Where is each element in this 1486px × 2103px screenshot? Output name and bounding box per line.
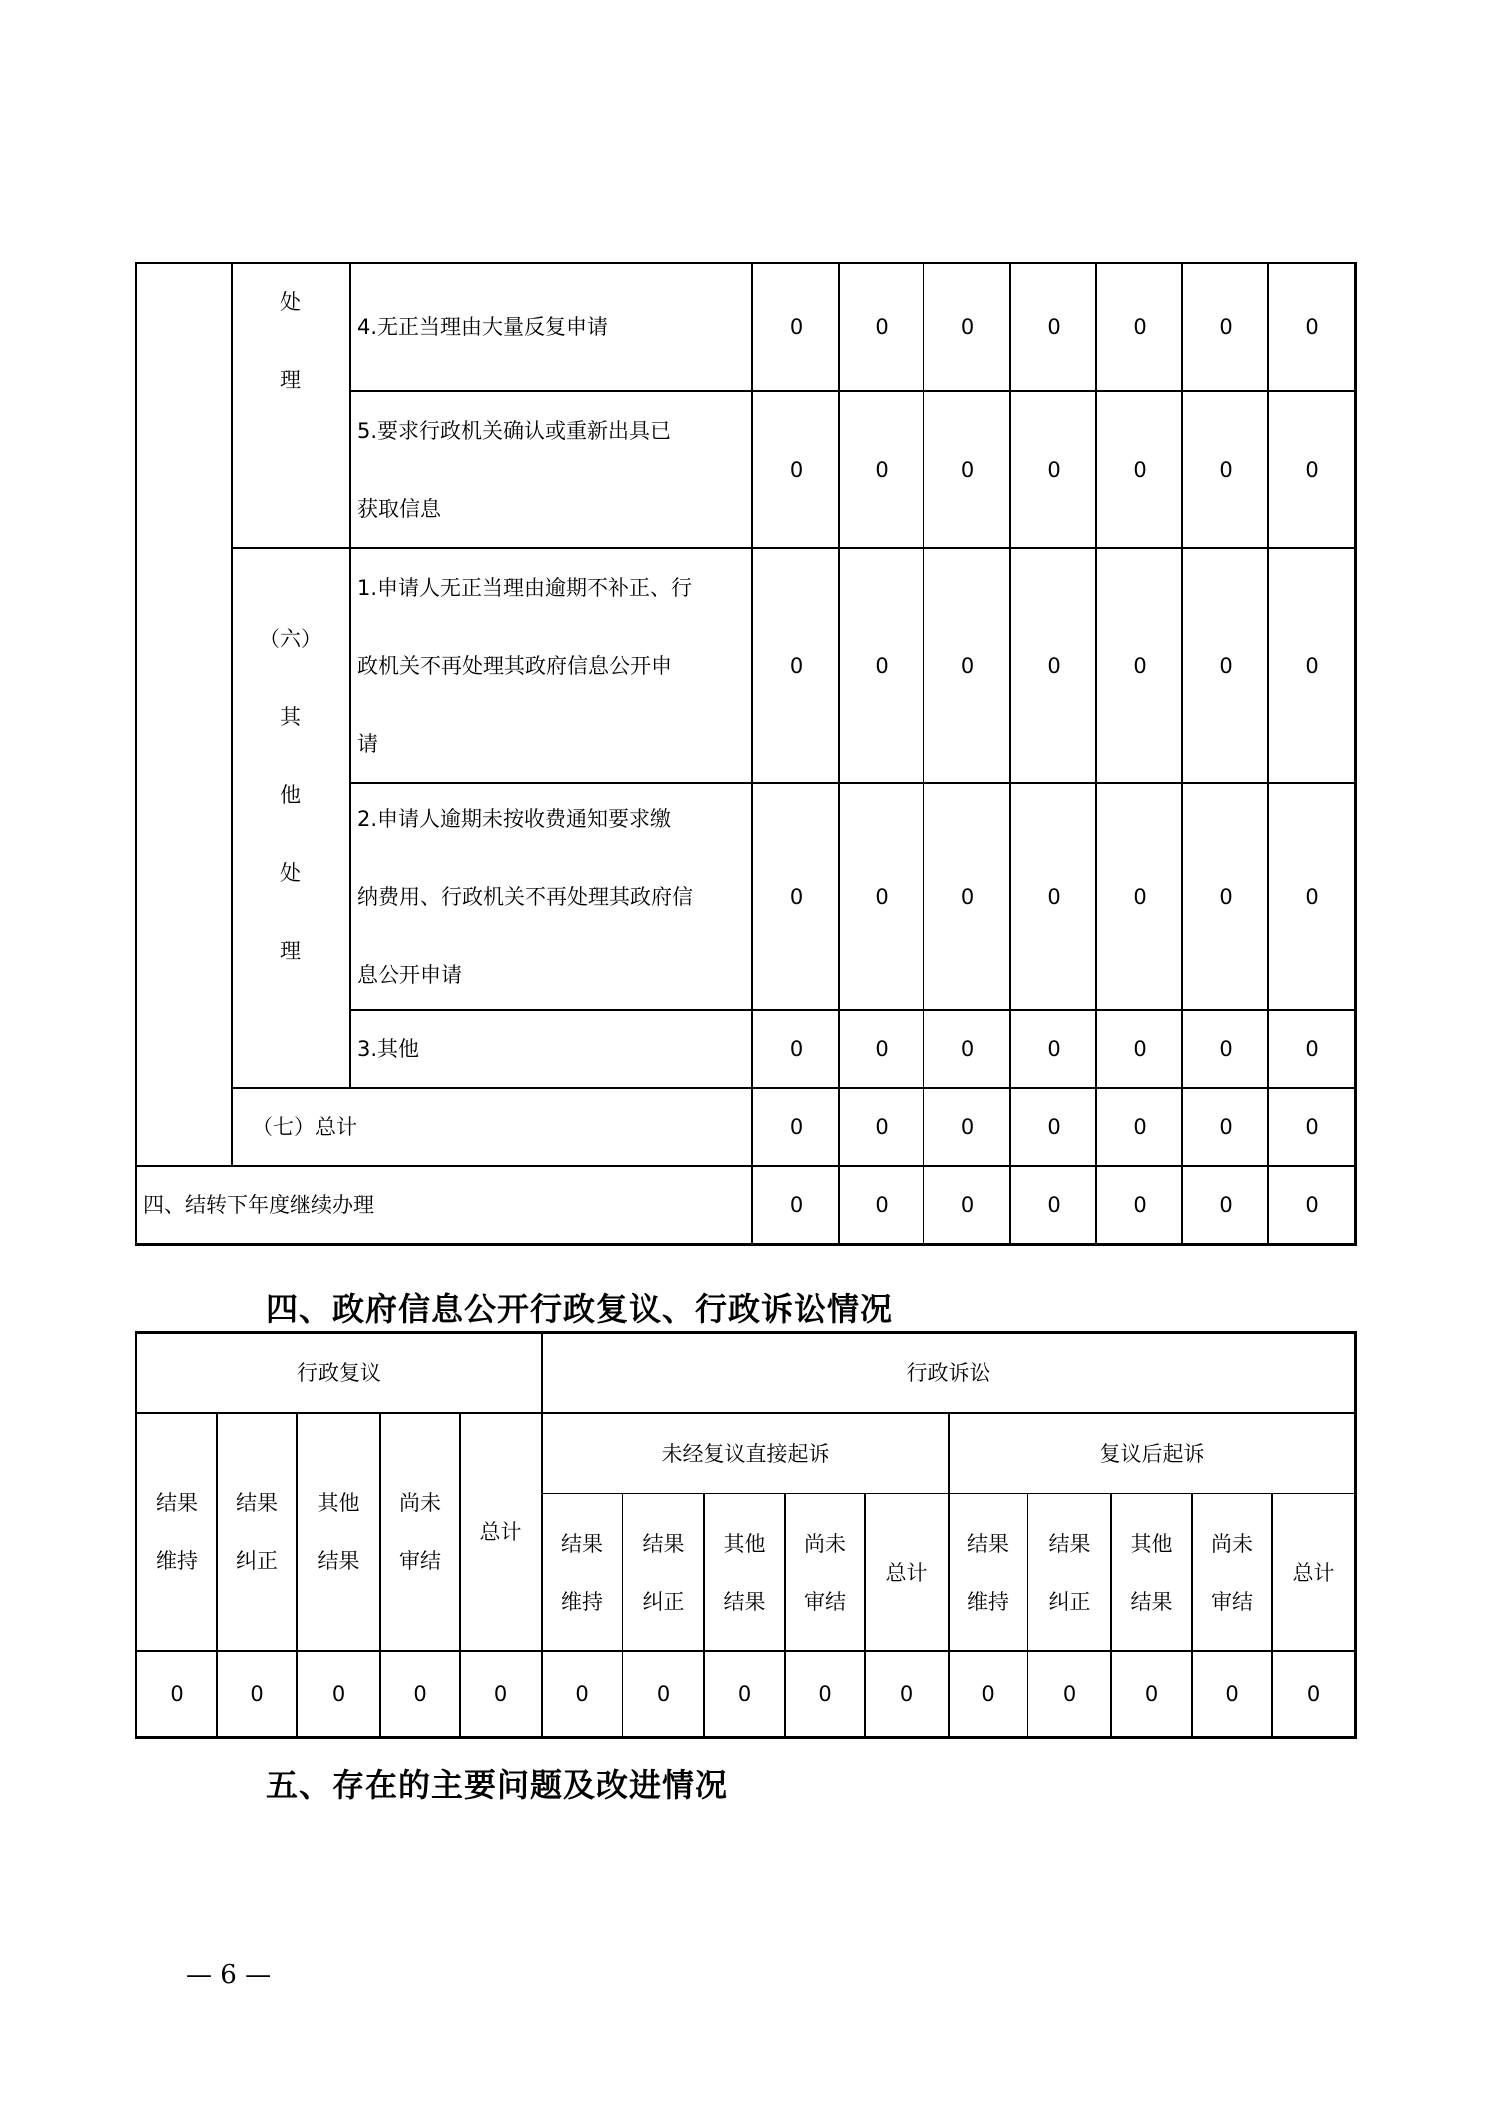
row-label-text: 5.要求行政机关确认或重新出具已 [357, 418, 672, 443]
value-cell: 0 [960, 315, 975, 339]
value-cell: 0 [960, 457, 975, 482]
column-header [865, 1495, 948, 1650]
row-label-item5 [351, 391, 751, 548]
value-cell: 0 [960, 884, 975, 909]
column-header-text: 尚未 [399, 1491, 441, 1515]
value-cell: 0 [1133, 653, 1147, 678]
row-label-text: 3.其他 [357, 1037, 420, 1061]
column-header [460, 1414, 541, 1650]
column-header-text: 纠正 [1048, 1589, 1091, 1614]
value-cell: 0 [1047, 653, 1061, 678]
header-suit-after-review: 复议后起诉 [1099, 1441, 1205, 1466]
value-cell: 0 [1219, 457, 1233, 482]
group-label-char: 他 [280, 783, 301, 807]
row-label-carry [137, 1166, 749, 1244]
value-cell: 0 [1062, 1682, 1077, 1706]
group-label-char: 处 [280, 861, 301, 885]
column-header-text: 审结 [399, 1549, 441, 1573]
value-cell: 0 [1047, 1115, 1061, 1139]
row-label-text: 政机关不再处理其政府信息公开申 [357, 653, 672, 678]
value-cell: 0 [899, 1682, 914, 1706]
table-border-left [135, 263, 137, 1245]
column-header-text: 维持 [967, 1589, 1009, 1614]
column-header-text: 其他 [317, 1491, 360, 1515]
value-cell: 0 [1219, 1115, 1233, 1139]
column-header-text: 维持 [561, 1589, 603, 1614]
column-header-text: 其他 [1130, 1531, 1173, 1556]
value-cell: 0 [1305, 1193, 1319, 1217]
column-header [785, 1495, 865, 1650]
column-header [948, 1495, 1028, 1650]
value-cell: 0 [789, 1037, 804, 1061]
row-label-total [240, 1088, 750, 1166]
value-cell: 0 [1219, 315, 1233, 339]
value-cell: 0 [1047, 884, 1061, 909]
value-cell: 0 [331, 1682, 346, 1706]
value-cell: 0 [1219, 884, 1233, 909]
column-header-text: 纠正 [236, 1549, 278, 1573]
group-label-chuli [232, 263, 349, 391]
group-label-char: 其 [280, 705, 301, 729]
row-label-other3 [351, 1010, 751, 1088]
value-cell: 0 [656, 1682, 671, 1706]
value-cell: 0 [875, 653, 889, 678]
value-cell: 0 [789, 653, 804, 678]
column-header-text: 结果 [156, 1491, 198, 1515]
row-label-text: 息公开申请 [357, 962, 462, 987]
column-header-text: 结果 [561, 1531, 603, 1556]
value-cell: 0 [1305, 653, 1319, 678]
value-cell: 0 [1305, 884, 1319, 909]
column-header-text: 总计 [1292, 1560, 1335, 1585]
value-cell: 0 [413, 1682, 427, 1706]
column-header [1111, 1495, 1192, 1650]
row-label-text: 四、结转下年度继续办理 [143, 1193, 374, 1217]
value-cell: 0 [789, 1193, 804, 1217]
value-cell: 0 [789, 457, 804, 482]
column-header-text: 维持 [156, 1549, 198, 1573]
column-header-text: 审结 [1211, 1589, 1253, 1614]
column-header [217, 1414, 297, 1650]
value-cell: 0 [875, 1037, 889, 1061]
group-label-other [232, 548, 349, 1088]
section5-heading: 五、存在的主要问题及改进情况 [266, 1766, 729, 1804]
value-cell: 0 [1305, 315, 1319, 339]
value-cell: 0 [875, 884, 889, 909]
column-header-text: 结果 [1048, 1531, 1091, 1556]
value-cell: 0 [789, 315, 804, 339]
row-label-text: 1.申请人无正当理由逾期不补正、行 [357, 575, 693, 600]
page-number: — 6 — [186, 1960, 272, 1990]
row-label-text: 2.申请人逾期未按收费通知要求缴 [357, 806, 672, 831]
column-header [297, 1414, 380, 1650]
column-header-text: 纠正 [642, 1589, 685, 1614]
column-header-text: 结果 [317, 1549, 360, 1573]
column-header-text: 审结 [804, 1589, 846, 1614]
value-cell: 0 [1133, 457, 1147, 482]
row-label-other1 [351, 548, 751, 783]
header-admin-review: 行政复议 [297, 1361, 381, 1385]
column-header-text: 结果 [967, 1531, 1009, 1556]
value-cell: 0 [1305, 1037, 1319, 1061]
value-cell: 0 [960, 1037, 975, 1061]
value-cell: 0 [818, 1682, 832, 1706]
column-header-text: 其他 [723, 1531, 766, 1556]
value-cell: 0 [960, 1193, 975, 1217]
group-label-char: 理 [280, 939, 301, 963]
value-cell: 0 [1133, 1115, 1147, 1139]
table-border-bottom [135, 1736, 1357, 1739]
column-header-text: 尚未 [1211, 1531, 1253, 1556]
column-header [1272, 1495, 1355, 1650]
value-cell: 0 [1225, 1682, 1239, 1706]
value-cell: 0 [789, 884, 804, 909]
row-label-other2 [351, 783, 751, 1010]
column-header [1028, 1495, 1111, 1650]
value-cell: 0 [1133, 1037, 1147, 1061]
value-cell: 0 [1219, 1037, 1233, 1061]
value-cell: 0 [170, 1682, 184, 1706]
row-label-text: 4.无正当理由大量反复申请 [357, 315, 609, 339]
value-cell: 0 [1305, 1115, 1319, 1139]
column-header-text: 结果 [1130, 1589, 1173, 1614]
value-cell: 0 [1305, 457, 1319, 482]
value-cell: 0 [789, 1115, 804, 1139]
value-cell: 0 [493, 1682, 508, 1706]
value-cell: 0 [1306, 1682, 1321, 1706]
row-label-text: 请 [357, 731, 378, 756]
value-cell: 0 [1144, 1682, 1159, 1706]
column-header-text: 结果 [236, 1491, 278, 1515]
group-label-char: 理 [280, 368, 301, 392]
row-label-item4 [351, 263, 751, 391]
row-label-text: 获取信息 [357, 496, 441, 521]
value-cell: 0 [1047, 315, 1061, 339]
value-cell: 0 [960, 1115, 975, 1139]
column-header [1192, 1495, 1272, 1650]
value-cell: 0 [250, 1682, 264, 1706]
value-cell: 0 [1133, 315, 1147, 339]
value-cell: 0 [1047, 1037, 1061, 1061]
value-cell: 0 [1047, 1193, 1061, 1217]
value-cell: 0 [981, 1682, 995, 1706]
column-header-text: 总计 [479, 1520, 522, 1544]
value-cell: 0 [875, 315, 889, 339]
column-header [623, 1495, 704, 1650]
value-cell: 0 [737, 1682, 752, 1706]
column-header-text: 结果 [723, 1589, 766, 1614]
value-cell: 0 [875, 1193, 889, 1217]
value-cell: 0 [875, 1115, 889, 1139]
column-header [380, 1414, 460, 1650]
value-cell: 0 [875, 457, 889, 482]
column-header-text: 尚未 [804, 1531, 846, 1556]
group-label-char: 处 [280, 290, 301, 314]
column-header [541, 1495, 623, 1650]
column-header-text: 总计 [885, 1560, 928, 1585]
column-header-text: 结果 [642, 1531, 685, 1556]
column-header [137, 1414, 217, 1650]
header-direct-suit: 未经复议直接起诉 [661, 1441, 830, 1466]
value-cell: 0 [1133, 1193, 1147, 1217]
value-cell: 0 [1219, 653, 1233, 678]
column-header [704, 1495, 785, 1650]
value-cell: 0 [960, 653, 975, 678]
row-label-text: （七）总计 [252, 1115, 357, 1139]
section4-heading: 四、政府信息公开行政复议、行政诉讼情况 [266, 1290, 894, 1328]
value-cell: 0 [575, 1682, 589, 1706]
row-label-text: 纳费用、行政机关不再处理其政府信 [357, 884, 693, 909]
header-admin-litigation: 行政诉讼 [906, 1361, 991, 1385]
value-cell: 0 [1047, 457, 1061, 482]
group-label-char: （六） [259, 627, 322, 651]
value-cell: 0 [1219, 1193, 1233, 1217]
value-cell: 0 [1133, 884, 1147, 909]
